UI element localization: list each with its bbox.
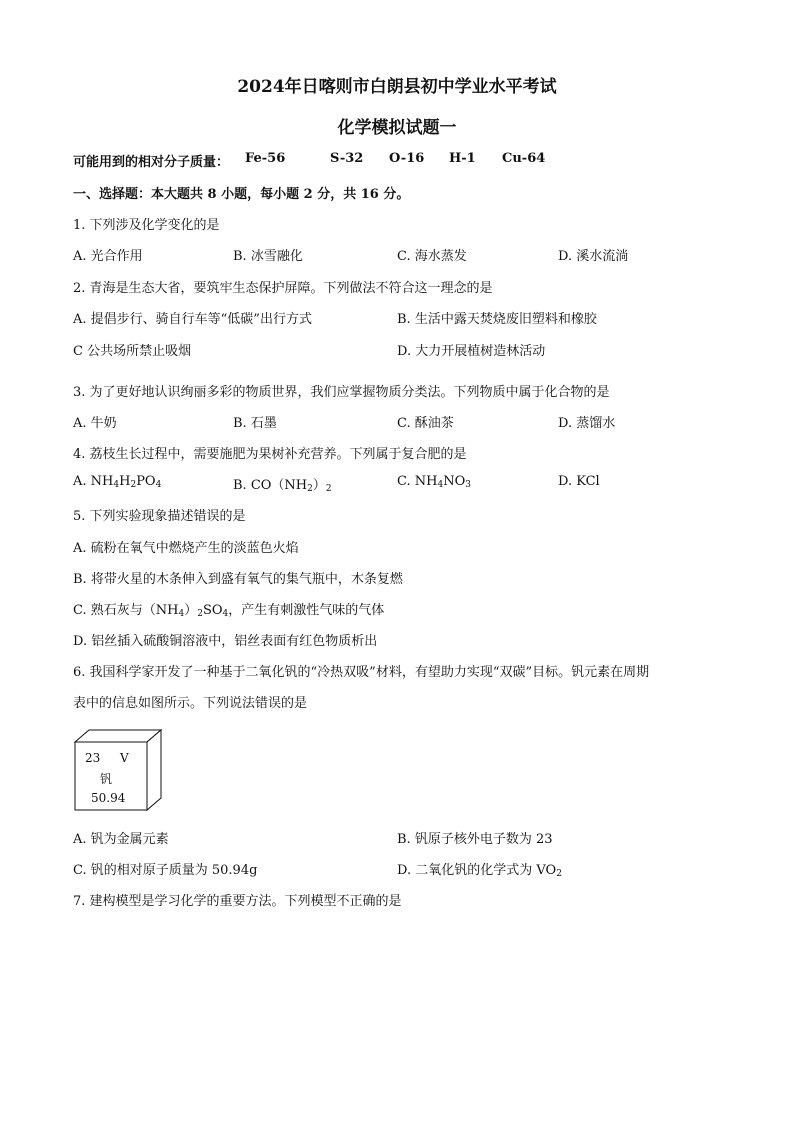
q2-option-a: A. 提倡步行、骑自行车等“低碳”出行方式 bbox=[73, 312, 312, 327]
element-cube-outline bbox=[73, 728, 173, 828]
section-heading: 一、选择题：本大题共 8 小题，每小题 2 分，共 16 分。 bbox=[73, 187, 410, 202]
q6-stem-line2: 表中的信息如图所示。下列说法错误的是 bbox=[73, 696, 308, 711]
q6-option-c: C. 钒的相对原子质量为 50.94g bbox=[73, 863, 258, 878]
q4-stem: 4. 荔枝生长过程中，需要施肥为果树补充营养。下列属于复合肥的是 bbox=[73, 447, 467, 462]
mass-fe: Fe-56 bbox=[245, 151, 286, 166]
q1-option-d: D. 溪水流淌 bbox=[558, 249, 629, 264]
q3-option-b: B. 石墨 bbox=[233, 416, 277, 431]
q7-stem: 7. 建构模型是学习化学的重要方法。下列模型不正确的是 bbox=[73, 894, 402, 909]
q2-option-d: D. 大力开展植树造林活动 bbox=[397, 344, 546, 359]
mass-h: H-1 bbox=[449, 151, 476, 166]
q4-option-c: C. $NH_4NO_3$ bbox=[397, 474, 471, 490]
masses-label: 可能用到的相对分子质量： bbox=[73, 155, 230, 170]
q6-stem-line1: 6. 我国科学家开发了一种基于二氧化钒的“冷热双吸”材料，有望助力实现“双碳”目标。钒元素在周期 bbox=[73, 665, 650, 680]
q5-stem: 5. 下列实验现象描述错误的是 bbox=[73, 509, 246, 524]
q3-stem: 3. 为了更好地认识绚丽多彩的物质世界，我们应掌握物质分类法。下列物质中属于化合物的是 bbox=[73, 385, 610, 400]
element-name: 钒 bbox=[100, 772, 113, 786]
q3-option-c: C. 酥油茶 bbox=[397, 416, 454, 431]
q5-option-a: A. 硫粉在氧气中燃烧产生的淡蓝色火焰 bbox=[73, 541, 299, 556]
q1-option-a: A. 光合作用 bbox=[73, 249, 143, 264]
q2-option-b: B. 生活中露天焚烧废旧塑料和橡胶 bbox=[397, 312, 597, 327]
mass-o: O-16 bbox=[389, 151, 425, 166]
element-mass: 50.94 bbox=[91, 791, 126, 805]
q6-option-b: B. 钒原子核外电子数为 23 bbox=[397, 832, 553, 847]
q4-option-a: A. $NH_4H_2PO_4$ bbox=[73, 474, 162, 490]
mass-cu: Cu-64 bbox=[502, 151, 546, 166]
q6-option-a: A. 钒为金属元素 bbox=[73, 832, 169, 847]
q5-option-d: D. 铝丝插入硫酸铜溶液中，铝丝表面有红色物质析出 bbox=[73, 634, 378, 649]
element-symbol: V bbox=[120, 751, 129, 765]
mass-s: S-32 bbox=[330, 151, 364, 166]
q1-stem: 1. 下列涉及化学变化的是 bbox=[73, 218, 220, 233]
q6-option-d: D. 二氧化钒的化学式为 $VO_2$ bbox=[397, 863, 562, 879]
q2-option-c: C 公共场所禁止吸烟 bbox=[73, 344, 192, 359]
q1-option-b: B. 冰雪融化 bbox=[233, 249, 303, 264]
q4-option-d: D. KCl bbox=[558, 474, 600, 489]
q5-option-b: B. 将带火星的木条伸入到盛有氧气的集气瓶中，木条复燃 bbox=[73, 572, 403, 587]
vanadium-element-card bbox=[73, 728, 173, 828]
q5-option-c: C. 熟石灰与$(NH_4)_2SO_4$，产生有刺激性气味的气体 bbox=[73, 603, 385, 619]
q2-stem: 2. 青海是生态大省，要筑牢生态保护屏障。下列做法不符合这一理念的是 bbox=[73, 281, 493, 296]
exam-title: 2024年日喀则市白朗县初中学业水平考试 bbox=[237, 77, 557, 97]
q3-option-a: A. 牛奶 bbox=[73, 416, 117, 431]
q4-option-b: B. $CO(NH_2)_2$ bbox=[233, 478, 332, 494]
element-number: 23 bbox=[85, 751, 101, 765]
q3-option-d: D. 蒸馏水 bbox=[558, 416, 616, 431]
exam-subtitle: 化学模拟试题一 bbox=[337, 118, 457, 138]
q1-option-c: C. 海水蒸发 bbox=[397, 249, 467, 264]
